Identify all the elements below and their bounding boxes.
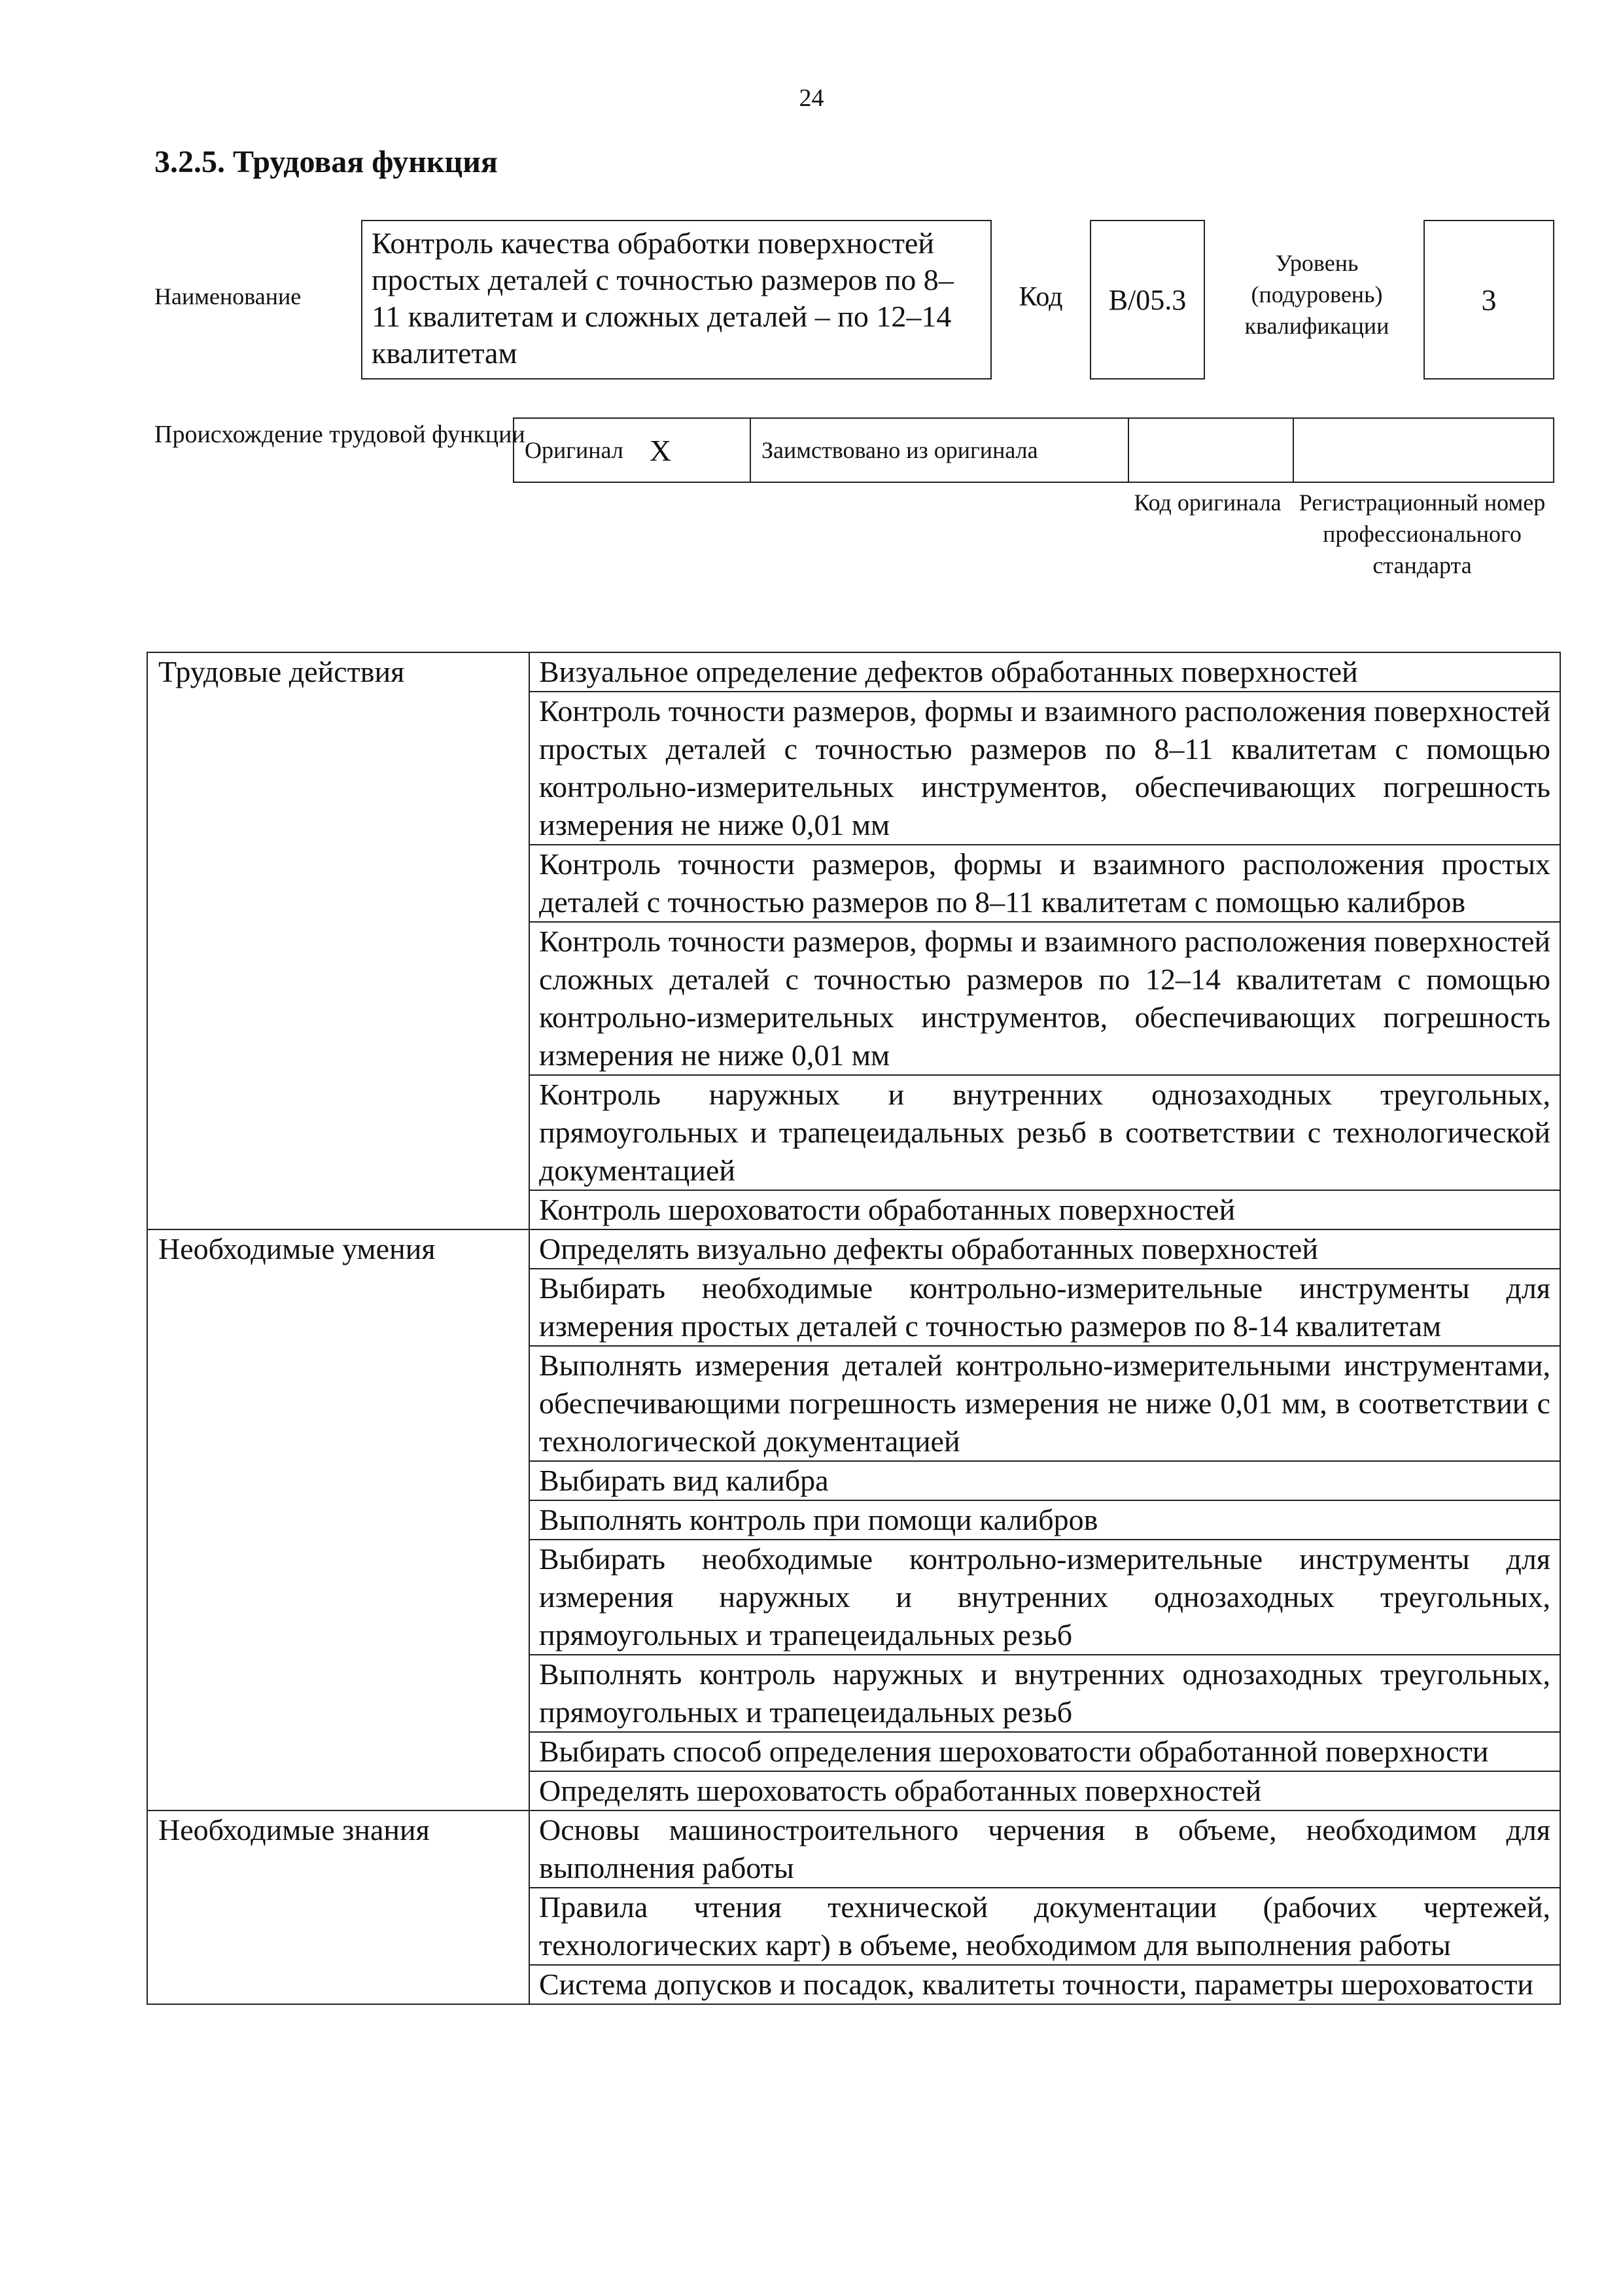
item-cell: Основы машиностроительного черчения в объеме, необходимом для выполнения работы (529, 1810, 1560, 1888)
name-label: Наименование (154, 283, 302, 309)
origin-row (513, 417, 1554, 483)
table-row (147, 1810, 1560, 1888)
item-cell: Система допусков и посадок, квалитеты точности, параметры шероховатости (529, 1965, 1560, 2004)
reg-number-caption: Регистрационный номер профессионального стандарта (1299, 489, 1546, 578)
section-title: 3.2.5. Трудовая функция (154, 145, 498, 179)
original-mark: Х (649, 433, 672, 467)
borrowed-label: Заимствовано из оригинала (761, 437, 1038, 463)
item-cell: Определять шероховатость обработанных поверхностей (529, 1771, 1560, 1810)
level-field: 3 (1423, 220, 1554, 380)
category-cell: Трудовые действия (147, 652, 529, 1229)
category-cell: Необходимые знания (147, 1810, 529, 2004)
function-details-table (147, 652, 1561, 2005)
code-field: В/05.3 (1090, 220, 1205, 380)
item-cell: Выполнять контроль при помощи калибров (529, 1500, 1560, 1540)
origin-borrowed-cell (751, 419, 1129, 482)
item-cell: Визуальное определение дефектов обработанных поверхностей (529, 652, 1560, 692)
table-row (147, 652, 1560, 692)
category-cell: Необходимые умения (147, 1229, 529, 1810)
page-number: 24 (799, 84, 824, 112)
item-cell: Правила чтения технической документации (рабочих чертежей, технологических карт) в объеме, необходимом для выполнения работы (529, 1888, 1560, 1965)
item-cell: Контроль шероховатости обработанных поверхностей (529, 1190, 1560, 1229)
item-cell: Контроль точности размеров, формы и взаимного расположения простых деталей с точностью размеров по 8–11 квалитетам с помощью калибров (529, 845, 1560, 922)
original-code-cell (1129, 419, 1294, 482)
origin-original-cell (514, 419, 751, 482)
item-cell: Выбирать необходимые контрольно-измерительные инструменты для измерения наружных и внутренних однозаходных треугольных, прямоугольных и трапецеидальных резьб (529, 1540, 1560, 1655)
table-row (147, 1229, 1560, 1269)
reg-number-cell (1294, 419, 1553, 482)
item-cell: Контроль точности размеров, формы и взаимного расположения поверхностей простых деталей с точностью размеров по 8–11 квалитетам с помощью контрольно-измерительных инструментов, обеспечивающих погрешность измерения не ниже 0,01 мм (529, 692, 1560, 845)
item-cell: Контроль наружных и внутренних однозаходных треугольных, прямоугольных и трапецеидальных резьб в соответствии с технологической документацией (529, 1075, 1560, 1190)
item-cell: Выбирать вид калибра (529, 1461, 1560, 1500)
level-label: Уровень (подуровень) квалификации (1244, 250, 1389, 339)
code-label: Код (1019, 282, 1063, 312)
item-cell: Выбирать способ определения шероховатости обработанной поверхности (529, 1732, 1560, 1771)
origin-label: Происхождение трудовой функции (154, 421, 525, 448)
item-cell: Определять визуально дефекты обработанных поверхностей (529, 1229, 1560, 1269)
original-label: Оригинал (525, 437, 623, 463)
item-cell: Выбирать необходимые контрольно-измерительные инструменты для измерения простых деталей с точностью размеров по 8-14 квалитетам (529, 1269, 1560, 1346)
item-cell: Выполнять измерения деталей контрольно-измерительными инструментами, обеспечивающими погрешность измерения не ниже 0,01 мм, в соответствии с технологической документацией (529, 1346, 1560, 1461)
original-code-caption: Код оригинала (1134, 489, 1282, 516)
item-cell: Контроль точности размеров, формы и взаимного расположения поверхностей сложных деталей с точностью размеров по 12–14 квалитетам с помощью контрольно-измерительных инструментов, обеспечивающих погрешность измерения не ниже 0,01 мм (529, 922, 1560, 1075)
function-name-field: Контроль качества обработки поверхностей простых деталей с точностью размеров по 8–11 квалитетам и сложных деталей – по 12–14 квалитетам (361, 220, 992, 380)
item-cell: Выполнять контроль наружных и внутренних однозаходных треугольных, прямоугольных и трапецеидальных резьб (529, 1655, 1560, 1732)
